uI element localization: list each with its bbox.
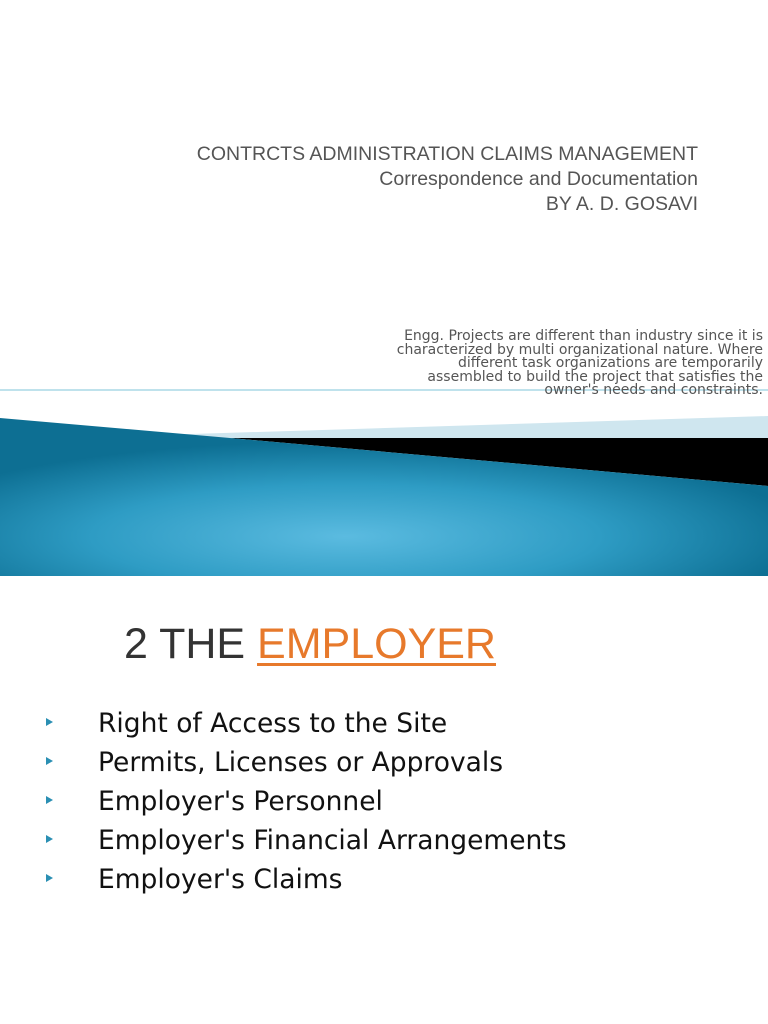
bullet-list — [42, 704, 567, 899]
list-item-text: Employer's Personnel — [98, 786, 383, 817]
list-item — [42, 704, 567, 743]
heading-prefix: 2 THE — [124, 620, 258, 668]
heading-accent: EMPLOYER — [257, 620, 496, 668]
list-item-text: Permits, Licenses or Approvals — [98, 747, 504, 778]
list-item — [42, 860, 567, 899]
list-item-text: Employer's Financial Arrangements — [98, 825, 567, 856]
bullet-arrow-icon — [46, 718, 53, 726]
list-item — [42, 743, 567, 782]
list-item — [42, 821, 567, 860]
title-line-3: BY A. D. GOSAVI — [545, 193, 698, 215]
bullet-arrow-icon — [46, 835, 53, 843]
bullet-arrow-icon — [46, 796, 53, 804]
list-item — [42, 782, 567, 821]
slide-heading — [124, 618, 496, 670]
slide-title — [197, 142, 698, 217]
list-item-text: Right of Access to the Site — [98, 708, 448, 739]
bullet-arrow-icon — [46, 757, 53, 765]
title-line-2: Correspondence and Documentation — [379, 168, 698, 190]
bullet-arrow-icon — [46, 874, 53, 882]
decorative-banner — [0, 380, 768, 580]
list-item-text: Employer's Claims — [98, 864, 343, 895]
content-slide — [0, 580, 768, 1024]
title-line-1: CONTRCTS ADMINISTRATION CLAIMS MANAGEMENT — [196, 143, 698, 165]
slide-subtitle: Engg. Projects are different than industry since it is characterized by multi organizational nature. Where different task organizations are temporarily assembled to build the project that satisfies the owner's needs and constraints. — [396, 328, 763, 398]
